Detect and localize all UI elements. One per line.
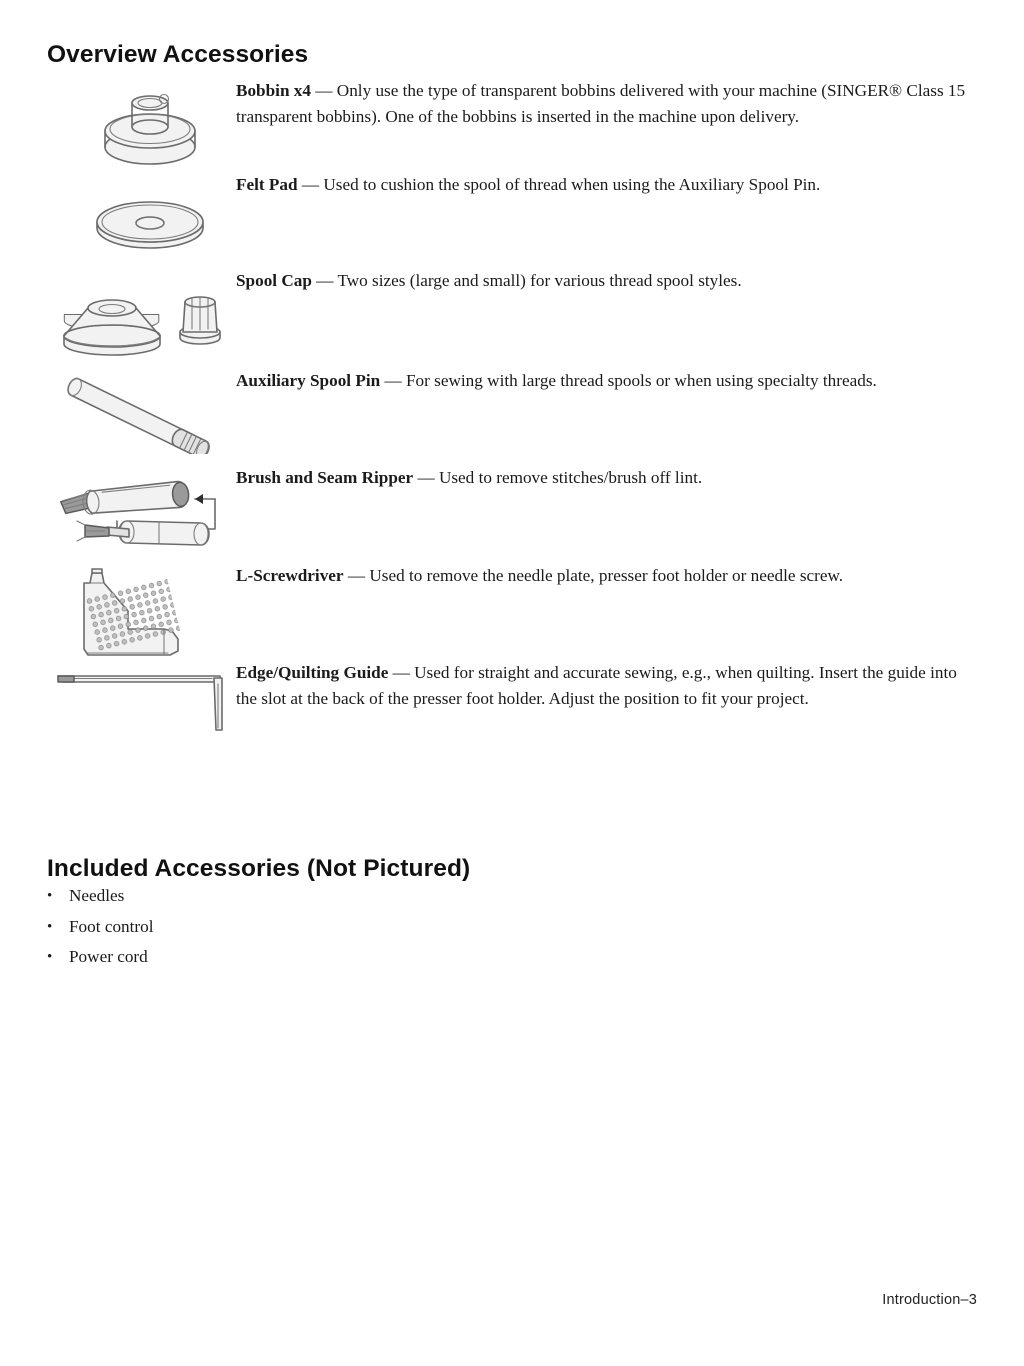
brush-seam-ripper-icon <box>55 473 223 553</box>
accessory-name-edge-quilting-guide: Edge/Quilting Guide <box>236 663 389 682</box>
accessory-separator: — <box>392 663 410 682</box>
accessory-name-brush-seam-ripper: Brush and Seam Ripper <box>236 468 414 487</box>
accessory-name-bobbin: Bobbin x4 <box>236 81 311 100</box>
accessory-body-spool-cap: Two sizes (large and small) for various thread spool styles. <box>337 271 742 290</box>
accessory-body-auxiliary-spool-pin: For sewing with large thread spools or when using specialty threads. <box>406 371 877 390</box>
accessory-description-felt-pad <box>236 172 969 198</box>
accessory-name-auxiliary-spool-pin: Auxiliary Spool Pin <box>236 371 381 390</box>
accessory-separator: — <box>384 371 402 390</box>
auxiliary-spool-pin-icon <box>55 376 223 454</box>
bobbin-icon <box>92 83 208 178</box>
accessory-separator: — <box>316 271 334 290</box>
accessory-body-l-screwdriver: Used to remove the needle plate, presser foot holder or needle screw. <box>369 566 844 585</box>
accessory-description-brush-seam-ripper <box>236 465 969 491</box>
included-accessories-list <box>47 884 467 976</box>
accessory-body-bobbin: Only use the type of transparent bobbins delivered with your machine (SINGER® Class 15 transparent bobbins). One of the bobbins is inserted in the machine upon delivery. <box>236 81 966 126</box>
list-item-label: Power cord <box>69 947 148 966</box>
accessory-separator: — <box>301 175 320 194</box>
accessory-name-spool-cap: Spool Cap <box>236 271 312 290</box>
list-item-label: Foot control <box>69 916 154 936</box>
accessory-body-edge-quilting-guide: Used for straight and accurate sewing, e.g., when quilting. Insert the guide into the slot at the back of the presser foot holder. Adjust the position to fit your project. <box>236 663 957 708</box>
list-item-label: Needles <box>69 886 125 905</box>
accessory-separator: — <box>347 566 366 585</box>
bullet-icon: • <box>47 949 53 965</box>
accessory-description-edge-quilting-guide <box>236 660 969 711</box>
accessory-name-l-screwdriver: L-Screwdriver <box>236 566 344 585</box>
accessory-description-l-screwdriver <box>236 563 969 589</box>
bullet-icon: • <box>47 918 53 935</box>
bullet-icon: • <box>47 888 53 904</box>
list-item <box>47 915 467 946</box>
spool-cap-icon <box>58 278 223 363</box>
accessory-separator: — <box>417 468 435 487</box>
page-footer: Introduction–3 <box>882 1292 977 1308</box>
accessory-separator: — <box>315 81 333 100</box>
l-screwdriver-icon <box>68 565 208 663</box>
accessory-name-felt-pad: Felt Pad <box>236 175 298 194</box>
accessory-description-auxiliary-spool-pin <box>236 368 969 394</box>
page-title-included-accessories: Included Accessories (Not Pictured) <box>47 855 471 882</box>
accessory-description-spool-cap <box>236 268 969 294</box>
page-title-overview-accessories: Overview Accessories <box>47 41 309 68</box>
list-item <box>47 945 467 976</box>
edge-quilting-guide-icon <box>52 668 232 738</box>
list-item <box>47 884 467 915</box>
felt-pad-icon <box>92 190 208 262</box>
accessory-body-felt-pad: Used to cushion the spool of thread when using the Auxiliary Spool Pin. <box>323 175 821 194</box>
accessory-description-bobbin <box>236 78 969 129</box>
accessory-body-brush-seam-ripper: Used to remove stitches/brush off lint. <box>438 468 703 487</box>
